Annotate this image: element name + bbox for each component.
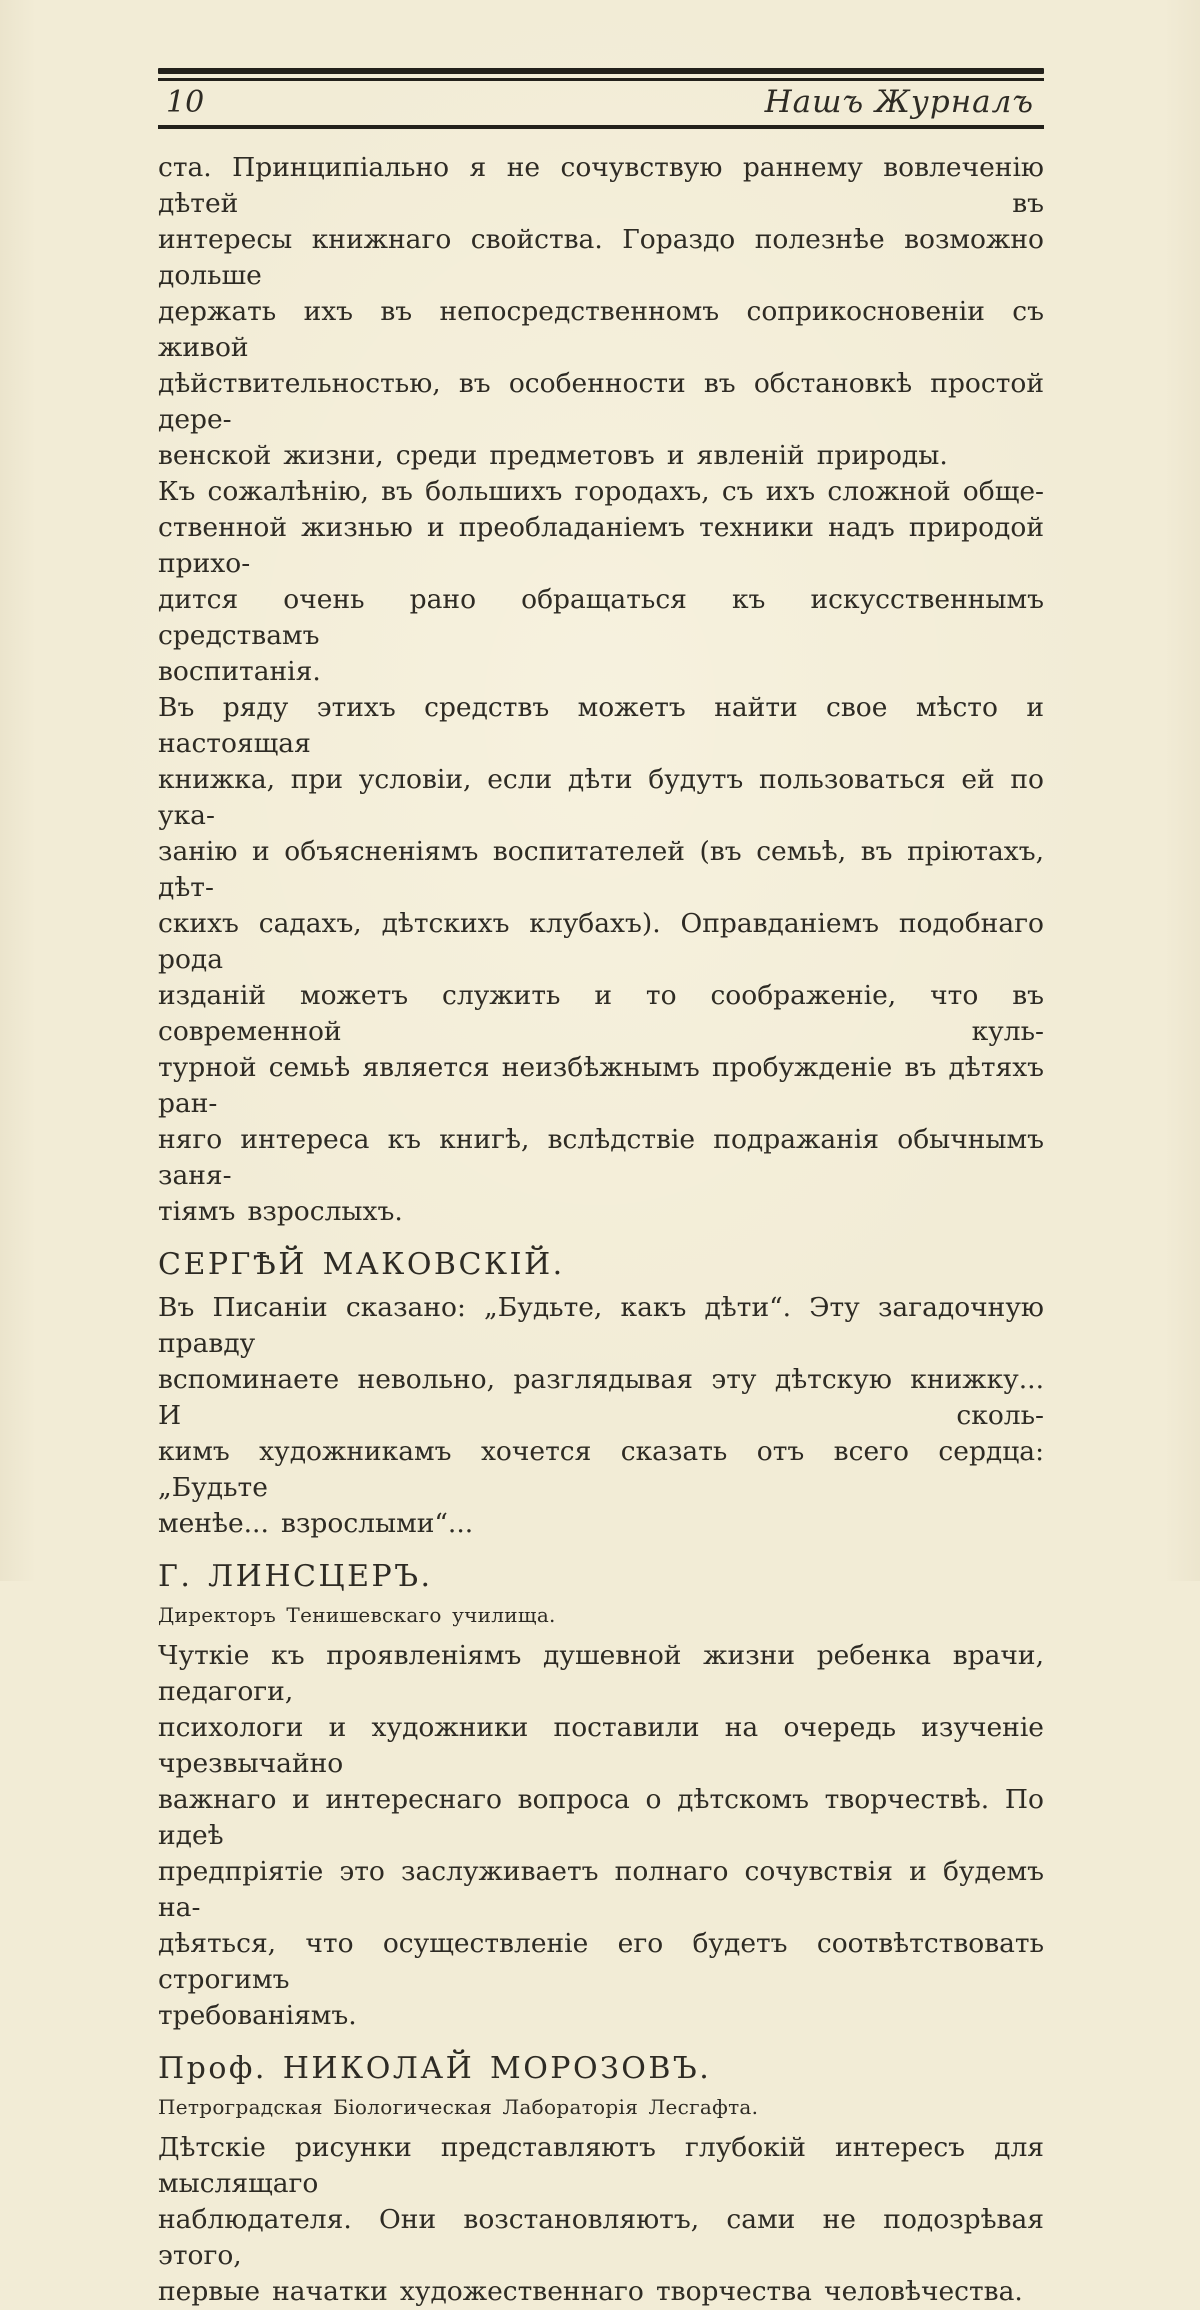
text-line: держать ихъ въ непосредственномъ соприкосновеніи съ живой bbox=[158, 296, 1044, 363]
author-heading: СЕРГѢЙ МАКОВСКІЙ. bbox=[158, 1247, 565, 1282]
text-line: первые начатки художественнаго творчества человѣчества. bbox=[158, 2276, 1023, 2307]
author-subtitle: Петроградская Біологическая Лабораторія Лесгафта. bbox=[158, 2095, 759, 2119]
text-line: скихъ садахъ, дѣтскихъ клубахъ). Оправданіемъ подобнаго рода bbox=[158, 908, 1044, 975]
page-number: 10 bbox=[166, 85, 205, 120]
page-content bbox=[158, 150, 1044, 2310]
author-heading: Г. ЛИНСЦЕРЪ. bbox=[158, 1559, 433, 1594]
text-line: ственной жизнью и преобладаніемъ техники надъ природой прихо- bbox=[158, 512, 1044, 579]
paragraph bbox=[158, 1290, 1044, 1542]
header-row bbox=[158, 81, 1044, 123]
text-line: Къ сожалѣнію, въ большихъ городахъ, съ ихъ сложной обще- bbox=[158, 476, 1044, 507]
text-line: менѣе... взрослыми“... bbox=[158, 1508, 474, 1539]
text-line: предпріятіе это заслуживаетъ полнаго сочувствія и будемъ на- bbox=[158, 1856, 1044, 1923]
paragraph bbox=[158, 1638, 1044, 2034]
text-line: дѣйствительностью, въ особенности въ обстановкѣ простой дере- bbox=[158, 368, 1044, 435]
text-line: воспитанія. bbox=[158, 656, 321, 687]
text-line: Въ ряду этихъ средствъ можетъ найти свое мѣсто и настоящая bbox=[158, 692, 1044, 759]
paragraph bbox=[158, 690, 1044, 1230]
page-header bbox=[158, 68, 1044, 129]
text-line: требованіямъ. bbox=[158, 2000, 357, 2031]
text-line: Чуткіе къ проявленіямъ душевной жизни ребенка врачи, педагоги, bbox=[158, 1640, 1044, 1707]
journal-title: Нашъ Журналъ bbox=[764, 84, 1034, 120]
header-top-rule bbox=[158, 68, 1044, 74]
text-line: книжка, при условіи, если дѣти будутъ пользоваться ей по ука- bbox=[158, 764, 1044, 831]
text-line: турной семьѣ является неизбѣжнымъ пробужденіе въ дѣтяхъ ран- bbox=[158, 1052, 1044, 1119]
text-line: изданій можетъ служить и то соображеніе, что въ современной куль- bbox=[158, 980, 1044, 1047]
text-line: дѣяться, что осуществленіе его будетъ соотвѣтствовать строгимъ bbox=[158, 1928, 1044, 1995]
paragraph bbox=[158, 474, 1044, 690]
author-heading: Проф. НИКОЛАЙ МОРОЗОВЪ. bbox=[158, 2051, 712, 2086]
text-line: интересы книжнаго свойства. Гораздо полезнѣе возможно дольше bbox=[158, 224, 1044, 291]
header-bottom-rule bbox=[158, 125, 1044, 129]
text-line: Дѣтскіе рисунки представляютъ глубокій интересъ для мыслящаго bbox=[158, 2132, 1044, 2199]
text-line: венской жизни, среди предметовъ и явленій природы. bbox=[158, 440, 948, 471]
text-line: няго интереса къ книгѣ, вслѣдствіе подражанія обычнымъ заня- bbox=[158, 1124, 1044, 1191]
text-line: наблюдателя. Они возстановляютъ, сами не подозрѣвая этого, bbox=[158, 2204, 1044, 2271]
text-line: важнаго и интереснаго вопроса о дѣтскомъ творчествѣ. По идеѣ bbox=[158, 1784, 1044, 1851]
author-subtitle: Директоръ Тенишевскаго училища. bbox=[158, 1603, 556, 1627]
text-line: кимъ художникамъ хочется сказать отъ всего сердца: „Будьте bbox=[158, 1436, 1044, 1503]
text-line: Въ Писаніи сказано: „Будьте, какъ дѣти“. Эту загадочную правду bbox=[158, 1292, 1044, 1359]
paragraph bbox=[158, 150, 1044, 474]
text-line: вспоминаете невольно, разглядывая эту дѣтскую книжку... И сколь- bbox=[158, 1364, 1044, 1431]
text-line: занію и объясненіямъ воспитателей (въ семьѣ, въ пріютахъ, дѣт- bbox=[158, 836, 1044, 903]
text-line: тіямъ взрослыхъ. bbox=[158, 1196, 403, 1227]
paragraph bbox=[158, 2130, 1044, 2310]
text-line: психологи и художники поставили на очередь изученіе чрезвычайно bbox=[158, 1712, 1044, 1779]
text-line: ста. Принципіально я не сочувствую раннему вовлеченію дѣтей въ bbox=[158, 152, 1044, 219]
text-line: дится очень рано обращаться къ искусственнымъ средствамъ bbox=[158, 584, 1044, 651]
